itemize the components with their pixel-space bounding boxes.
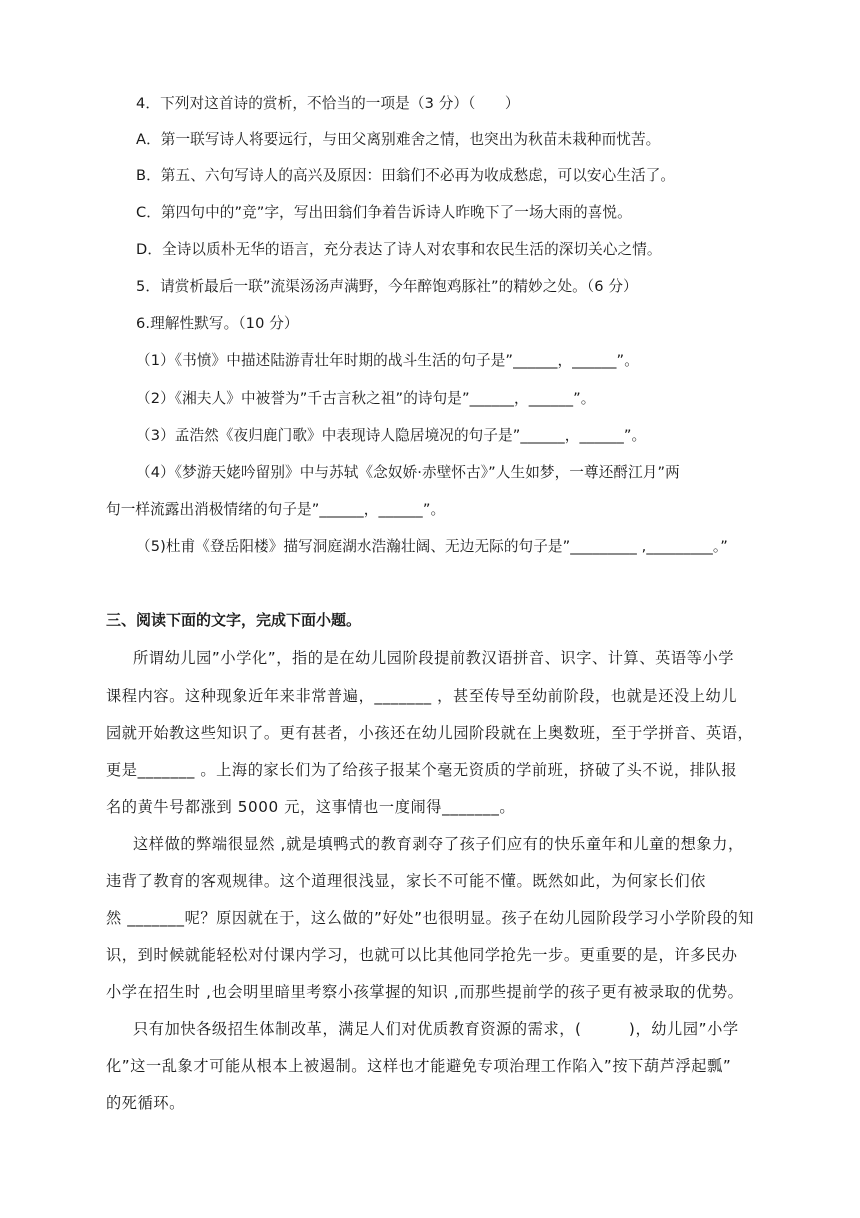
question-6-item-1: （1）《书愤》中描述陆游青壮年时期的战斗生活的句子是”______，______”。 (136, 352, 639, 369)
paragraph-1-line-5: 名的黄牛号都涨到 5000 元，这事情也一度闹得_______。 (106, 798, 516, 816)
paragraph-2-line-2: 违背了教育的客观规律。这个道理很浅显，家长不可能不懂。既然如此，为何家长们依 (106, 872, 706, 890)
paragraph-1-line-2: 课程内容。这种现象近年来非常普遍，_______ ，甚至传导至幼前阶段，也就是还没上幼儿 (106, 687, 738, 705)
question-4-stem: 4．下列对这首诗的赏析，不恰当的一项是（3 分）（ ） (136, 95, 520, 112)
paragraph-2-line-4: 识，到时候就能轻松对付课内学习，也就可以比其他同学抢先一步。更重要的是，许多民办 (106, 946, 738, 964)
paragraph-3-line-2: 化”这一乱象才可能从根本上被遏制。这样也才能避免专项治理工作陷入”按下葫芦浮起瓢” (106, 1057, 732, 1075)
section-3-heading: 三、阅读下面的文字，完成下面小题。 (106, 611, 362, 629)
question-6-item-4-line-1: （4）《梦游天姥吟留别》中与苏轼《念奴娇·赤壁怀古》”人生如梦，一尊还酹江月”两 (136, 464, 680, 481)
paragraph-2-line-1: 这样做的弊端很显然 ,就是填鸭式的教育剥夺了孩子们应有的快乐童年和儿童的想象力， (133, 835, 744, 853)
paragraph-1-line-1: 所谓幼儿园”小学化”，指的是在幼儿园阶段提前教汉语拼音、识字、计算、英语等小学 (133, 649, 735, 667)
question-6-item-3: （3）孟浩然《夜归鹿门歌》中表现诗人隐居境况的句子是”______，______”。 (136, 427, 647, 444)
paragraph-1-line-3: 园就开始教这些知识了。更有甚者，小孩还在幼儿园阶段就在上奥数班，至于学拼音、英语， (106, 724, 754, 742)
paragraph-3-line-1: 只有加快各级招生体制改革，满足人们对优质教育资源的需求，( )，幼儿园”小学 (133, 1020, 739, 1038)
question-4-option-b: B．第五、六句写诗人的高兴及原因：田翁们不必再为收成愁虑，可以安心生活了。 (136, 167, 676, 184)
question-6-item-5: （5)杜甫《登岳阳楼》描写洞庭湖水浩瀚壮阔、无边无际的句子是”_________ ,_________。” (136, 538, 728, 555)
question-4-option-c: C．第四句中的”竞”字，写出田翁们争着告诉诗人昨晚下了一场大雨的喜悦。 (136, 204, 632, 221)
question-6-stem: 6.理解性默写。（10 分） (136, 315, 299, 332)
question-6-item-4-line-2: 句一样流露出消极情绪的句子是”______，______”。 (106, 501, 446, 518)
question-5: 5．请赏析最后一联”流渠汤汤声满野，今年醉饱鸡豚社”的精妙之处。（6 分） (136, 278, 638, 295)
question-4-option-a: A．第一联写诗人将要远行，与田父离别难舍之情，也突出为秋苗未栽种而忧苦。 (136, 131, 661, 148)
paragraph-1-line-4: 更是_______ 。上海的家长们为了给孩子报某个毫无资质的学前班，挤破了头不说，排队报 (106, 761, 738, 779)
paragraph-2-line-5: 小学在招生时 ,也会明里暗里考察小孩掌握的知识 ,而那些提前学的孩子更有被录取的优势。 (106, 983, 744, 1001)
paragraph-3-line-3: 的死循环。 (106, 1094, 185, 1112)
question-4-option-d: D．全诗以质朴无华的语言，充分表达了诗人对农事和农民生活的深切关心之情。 (136, 241, 662, 258)
paragraph-2-line-3: 然 _______呢？原因就在于，这么做的”好处”也很明显。孩子在幼儿园阶段学习小学阶段的知 (106, 909, 755, 927)
question-6-item-2: （2）《湘夫人》中被誉为”千古言秋之祖”的诗句是”______，______”。 (136, 390, 596, 407)
